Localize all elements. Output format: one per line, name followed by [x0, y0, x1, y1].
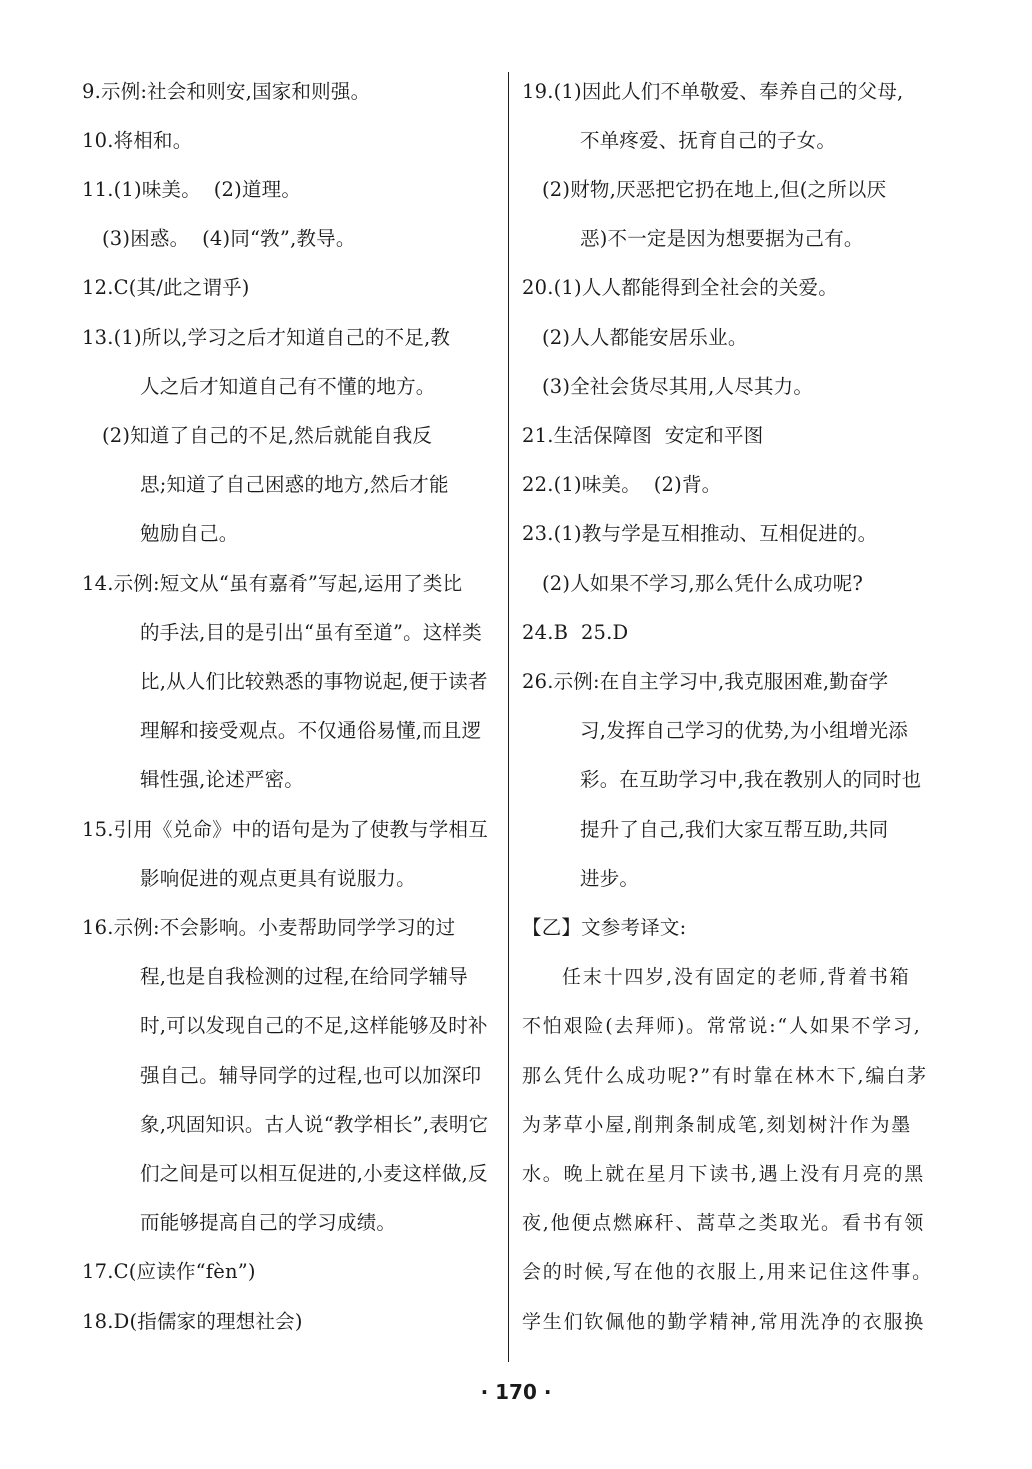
answer-line: 26.示例:在自主学习中,我克服困难,勤奋学	[522, 670, 889, 693]
answer-line: (3)困惑。 (4)同“敩”,教导。	[102, 227, 356, 250]
answer-line: 象,巩固知识。古人说“教学相长”,表明它	[140, 1113, 489, 1136]
translation-line: 水。晚上就在星月下读书,遇上没有月亮的黑	[522, 1163, 926, 1185]
answer-line: 恶)不一定是因为想要据为己有。	[580, 227, 864, 250]
answer-line: 23.(1)教与学是互相推动、互相促进的。	[522, 522, 878, 545]
answer-line: (2)人如果不学习,那么凭什么成功呢?	[542, 572, 864, 595]
answer-line: 15.引用《兑命》中的语句是为了使教与学相互	[82, 818, 488, 841]
translation-heading: 【乙】文参考译文:	[522, 916, 687, 939]
answer-line: 时,可以发现自己的不足,这样能够及时补	[140, 1014, 488, 1037]
translation-line: 会的时候,写在他的衣服上,用来记住这件事。	[522, 1261, 933, 1283]
translation-line: 任末十四岁,没有固定的老师,背着书箱	[562, 966, 911, 988]
answer-line: 10.将相和。	[82, 129, 193, 152]
answer-line: (2)人人都能安居乐业。	[542, 326, 748, 349]
answer-line: 9.示例:社会和则安,国家和则强。	[82, 80, 371, 103]
translation-line: 不怕艰险(去拜师)。常常说:“人如果不学习,	[522, 1015, 922, 1037]
translation-line: 夜,他便点燃麻秆、蒿草之类取光。看书有领	[522, 1212, 926, 1234]
answer-line: 比,从人们比较熟悉的事物说起,便于读者	[140, 670, 488, 693]
answer-line: 强自己。辅导同学的过程,也可以加深印	[140, 1064, 482, 1087]
answer-line: 而能够提高自己的学习成绩。	[140, 1211, 397, 1234]
answer-line: (2)知道了自己的不足,然后就能自我反	[102, 424, 433, 447]
answer-line: 11.(1)味美。 (2)道理。	[82, 178, 302, 201]
answer-line: 19.(1)因此人们不单敬爱、奉养自己的父母,	[522, 80, 904, 103]
answer-line: 12.C(其/此之谓乎)	[82, 276, 250, 299]
answer-line: 24.B 25.D	[522, 621, 629, 644]
answer-line: (2)财物,厌恶把它扔在地上,但(之所以厌	[542, 178, 887, 201]
answer-line: 们之间是可以相互促进的,小麦这样做,反	[140, 1162, 488, 1185]
answer-line: 习,发挥自己学习的优势,为小组增光添	[580, 719, 908, 742]
answer-line: 辑性强,论述严密。	[140, 768, 304, 791]
answer-line: 程,也是自我检测的过程,在给同学辅导	[140, 965, 468, 988]
answer-line: 18.D(指儒家的理想社会)	[82, 1310, 303, 1333]
translation-line: 学生们钦佩他的勤学精神,常用洗净的衣服换	[522, 1311, 926, 1333]
answer-line: 14.示例:短文从“虽有嘉肴”写起,运用了类比	[82, 572, 463, 595]
answer-line: 勉励自己。	[140, 522, 239, 545]
answer-line: 17.C(应读作“fèn”)	[82, 1260, 256, 1283]
answer-line: 影响促进的观点更具有说服力。	[140, 867, 416, 890]
translation-line: 为茅草小屋,削荆条制成笔,刻划树汁作为墨	[522, 1114, 913, 1136]
answer-line: 20.(1)人人都能得到全社会的关爱。	[522, 276, 838, 299]
answer-line: 彩。在互助学习中,我在教别人的同时也	[580, 768, 922, 791]
answer-line: 13.(1)所以,学习之后才知道自己的不足,教	[82, 326, 451, 349]
answer-line: 人之后才知道自己有不懂的地方。	[140, 375, 436, 398]
answer-line: 进步。	[580, 867, 640, 890]
answer-line: 理解和接受观点。不仅通俗易懂,而且逻	[140, 719, 482, 742]
answer-line: 21.生活保障图 安定和平图	[522, 424, 764, 447]
answer-line: 不单疼爱、抚育自己的子女。	[580, 129, 837, 152]
answer-line: (3)全社会货尽其用,人尽其力。	[542, 375, 814, 398]
answer-line: 22.(1)味美。 (2)背。	[522, 473, 722, 496]
answer-line: 16.示例:不会影响。小麦帮助同学学习的过	[82, 916, 456, 939]
answer-line: 的手法,目的是引出“虽有至道”。这样类	[140, 621, 482, 644]
page-number: · 170 ·	[480, 1380, 552, 1404]
translation-line: 那么凭什么成功呢?”有时靠在林木下,编白茅	[522, 1065, 928, 1087]
answer-line: 思;知道了自己困惑的地方,然后才能	[140, 473, 449, 496]
answer-line: 提升了自己,我们大家互帮互助,共同	[580, 818, 889, 841]
column-divider	[508, 72, 509, 1362]
